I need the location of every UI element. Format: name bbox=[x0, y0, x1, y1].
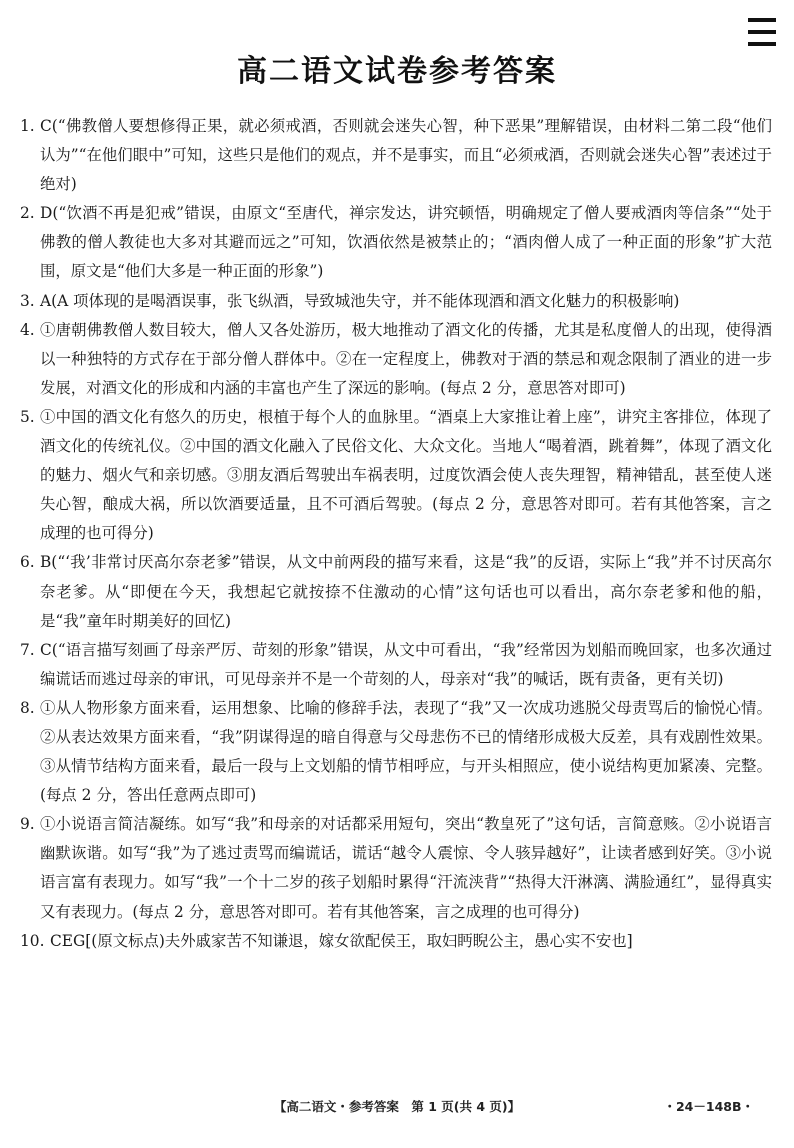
footer-exam-code: ・24－148B・ bbox=[663, 1099, 754, 1114]
answer-text: ①从人物形象方面来看，运用想象、比喻的修辞手法，表现了“我”又一次成功逃脱父母责骂后的愉悦心情。②从表达效果方面来看，“我”阴谋得逞的暗自得意与父母悲伤不已的情绪形成极大反差，具有戏剧性效果。③从情节结构方面来看，最后一段与上文划船的情节相呼应，与开头相照应，使小说结构更加紧凑、完整。(每点 2 分，答出任意两点即可) bbox=[40, 698, 772, 805]
answer-number: 3. bbox=[20, 291, 35, 310]
answer-number: 5. bbox=[20, 407, 35, 426]
answer-number: 10. bbox=[20, 931, 45, 950]
answer-item-9 bbox=[20, 810, 772, 926]
answer-number: 7. bbox=[20, 640, 35, 659]
answer-text: C(“语言描写刻画了母亲严厉、苛刻的形象”错误，从文中可看出，“我”经常因为划船而晚回家，也多次通过编谎话而逃过母亲的审讯，可见母亲并不是一个苛刻的人，母亲对“我”的喊话，既有责备，更有关切) bbox=[40, 640, 772, 688]
answer-text: C(“佛教僧人要想修得正果，就必须戒酒，否则就会迷失心智，种下恶果”理解错误，由材料二第二段“他们认为”“在他们眼中”可知，这些只是他们的观点，并不是事实，而且“必须戒酒，否则就会迷失心智”表述过于绝对) bbox=[40, 117, 772, 194]
answer-item-7 bbox=[20, 636, 772, 694]
answer-item-2 bbox=[20, 199, 772, 286]
answer-number: 6. bbox=[20, 553, 35, 572]
answer-item-8 bbox=[20, 694, 772, 810]
answer-item-5 bbox=[20, 403, 772, 548]
answer-text: ①小说语言简洁凝练。如写“我”和母亲的对话都采用短句，突出“教皇死了”这句话，言简意赅。②小说语言幽默诙谐。如写“我”为了逃过责骂而编谎话，谎话“越令人震惊、令人骇异越好”，让读者感到好笑。③小说语言富有表现力。如写“我”一个十二岁的孩子划船时累得“汗流浃背”“热得大汗淋漓、满脸通红”，显得真实又有表现力。(每点 2 分，意思答对即可。若有其他答案，言之成理的也可得分) bbox=[40, 815, 772, 921]
answer-item-3 bbox=[20, 287, 772, 316]
answer-item-10 bbox=[20, 927, 772, 956]
page-corner-mark bbox=[748, 18, 776, 48]
answer-item-1 bbox=[20, 112, 772, 199]
answer-number: 1. bbox=[20, 117, 35, 135]
answer-text: ①唐朝佛教僧人数目较大，僧人又各处游历，极大地推动了酒文化的传播，尤其是私度僧人的出现，使得酒以一种独特的方式存在于部分僧人群体中。②在一定程度上，佛教对于酒的禁忌和观念限制了酒业的进一步发展，对酒文化的形成和内涵的丰富也产生了深远的影响。(每点 2 分，意思答对即可) bbox=[40, 320, 772, 397]
answer-list bbox=[20, 112, 772, 956]
page-title: 高二语文试卷参考答案 bbox=[237, 54, 557, 89]
answer-item-4 bbox=[20, 316, 772, 403]
footer-page-info: 【高二语文・参考答案 第 1 页(共 4 页)】 bbox=[273, 1099, 521, 1114]
answer-number: 2. bbox=[20, 204, 35, 223]
answer-number: 9. bbox=[20, 815, 35, 834]
answer-item-6 bbox=[20, 548, 772, 635]
answer-text: D(“饮酒不再是犯戒”错误，由原文“至唐代，禅宗发达，讲究顿悟，明确规定了僧人要戒酒肉等信条”“处于佛教的僧人教徒也大多对其避而远之”可知，饮酒依然是被禁止的；“酒肉僧人成了一种正面的形象”扩大范围，原文是“他们大多是一种正面的形象”) bbox=[40, 204, 772, 281]
answer-number: 8. bbox=[20, 698, 35, 717]
answer-text: CEG[(原文标点)夫外戚家苦不知谦退，嫁女欲配侯王，取妇眄睨公主，愚心实不安也] bbox=[50, 931, 633, 950]
answer-number: 4. bbox=[20, 320, 35, 339]
page-footer bbox=[0, 1097, 794, 1117]
answer-text: B(“‘我’非常讨厌高尔奈老爹”错误，从文中前两段的描写来看，这是“我”的反语，实际上“我”并不讨厌高尔奈老爹。从“即便在今天，我想起它就按捺不住激动的心情”这句话也可以看出，高尔奈老爹和他的船，是“我”童年时期美好的回忆) bbox=[40, 553, 772, 630]
answer-text: ①中国的酒文化有悠久的历史，根植于每个人的血脉里。“酒桌上大家推让着上座”，讲究主客排位，体现了酒文化的传统礼仪。②中国的酒文化融入了民俗文化、大众文化。当地人“喝着酒，跳着舞”，体现了酒文化的魅力、烟火气和亲切感。③朋友酒后驾驶出车祸表明，过度饮酒会使人丧失理智，精神错乱，甚至使人迷失心智，酿成大祸，所以饮酒要适量，且不可酒后驾驶。(每点 2 分，意思答对即可。若有其他答案，言之成理的也可得分) bbox=[40, 407, 772, 543]
answer-text: A(A 项体现的是喝酒误事，张飞纵酒，导致城池失守，并不能体现酒和酒文化魅力的积极影响) bbox=[40, 291, 680, 310]
